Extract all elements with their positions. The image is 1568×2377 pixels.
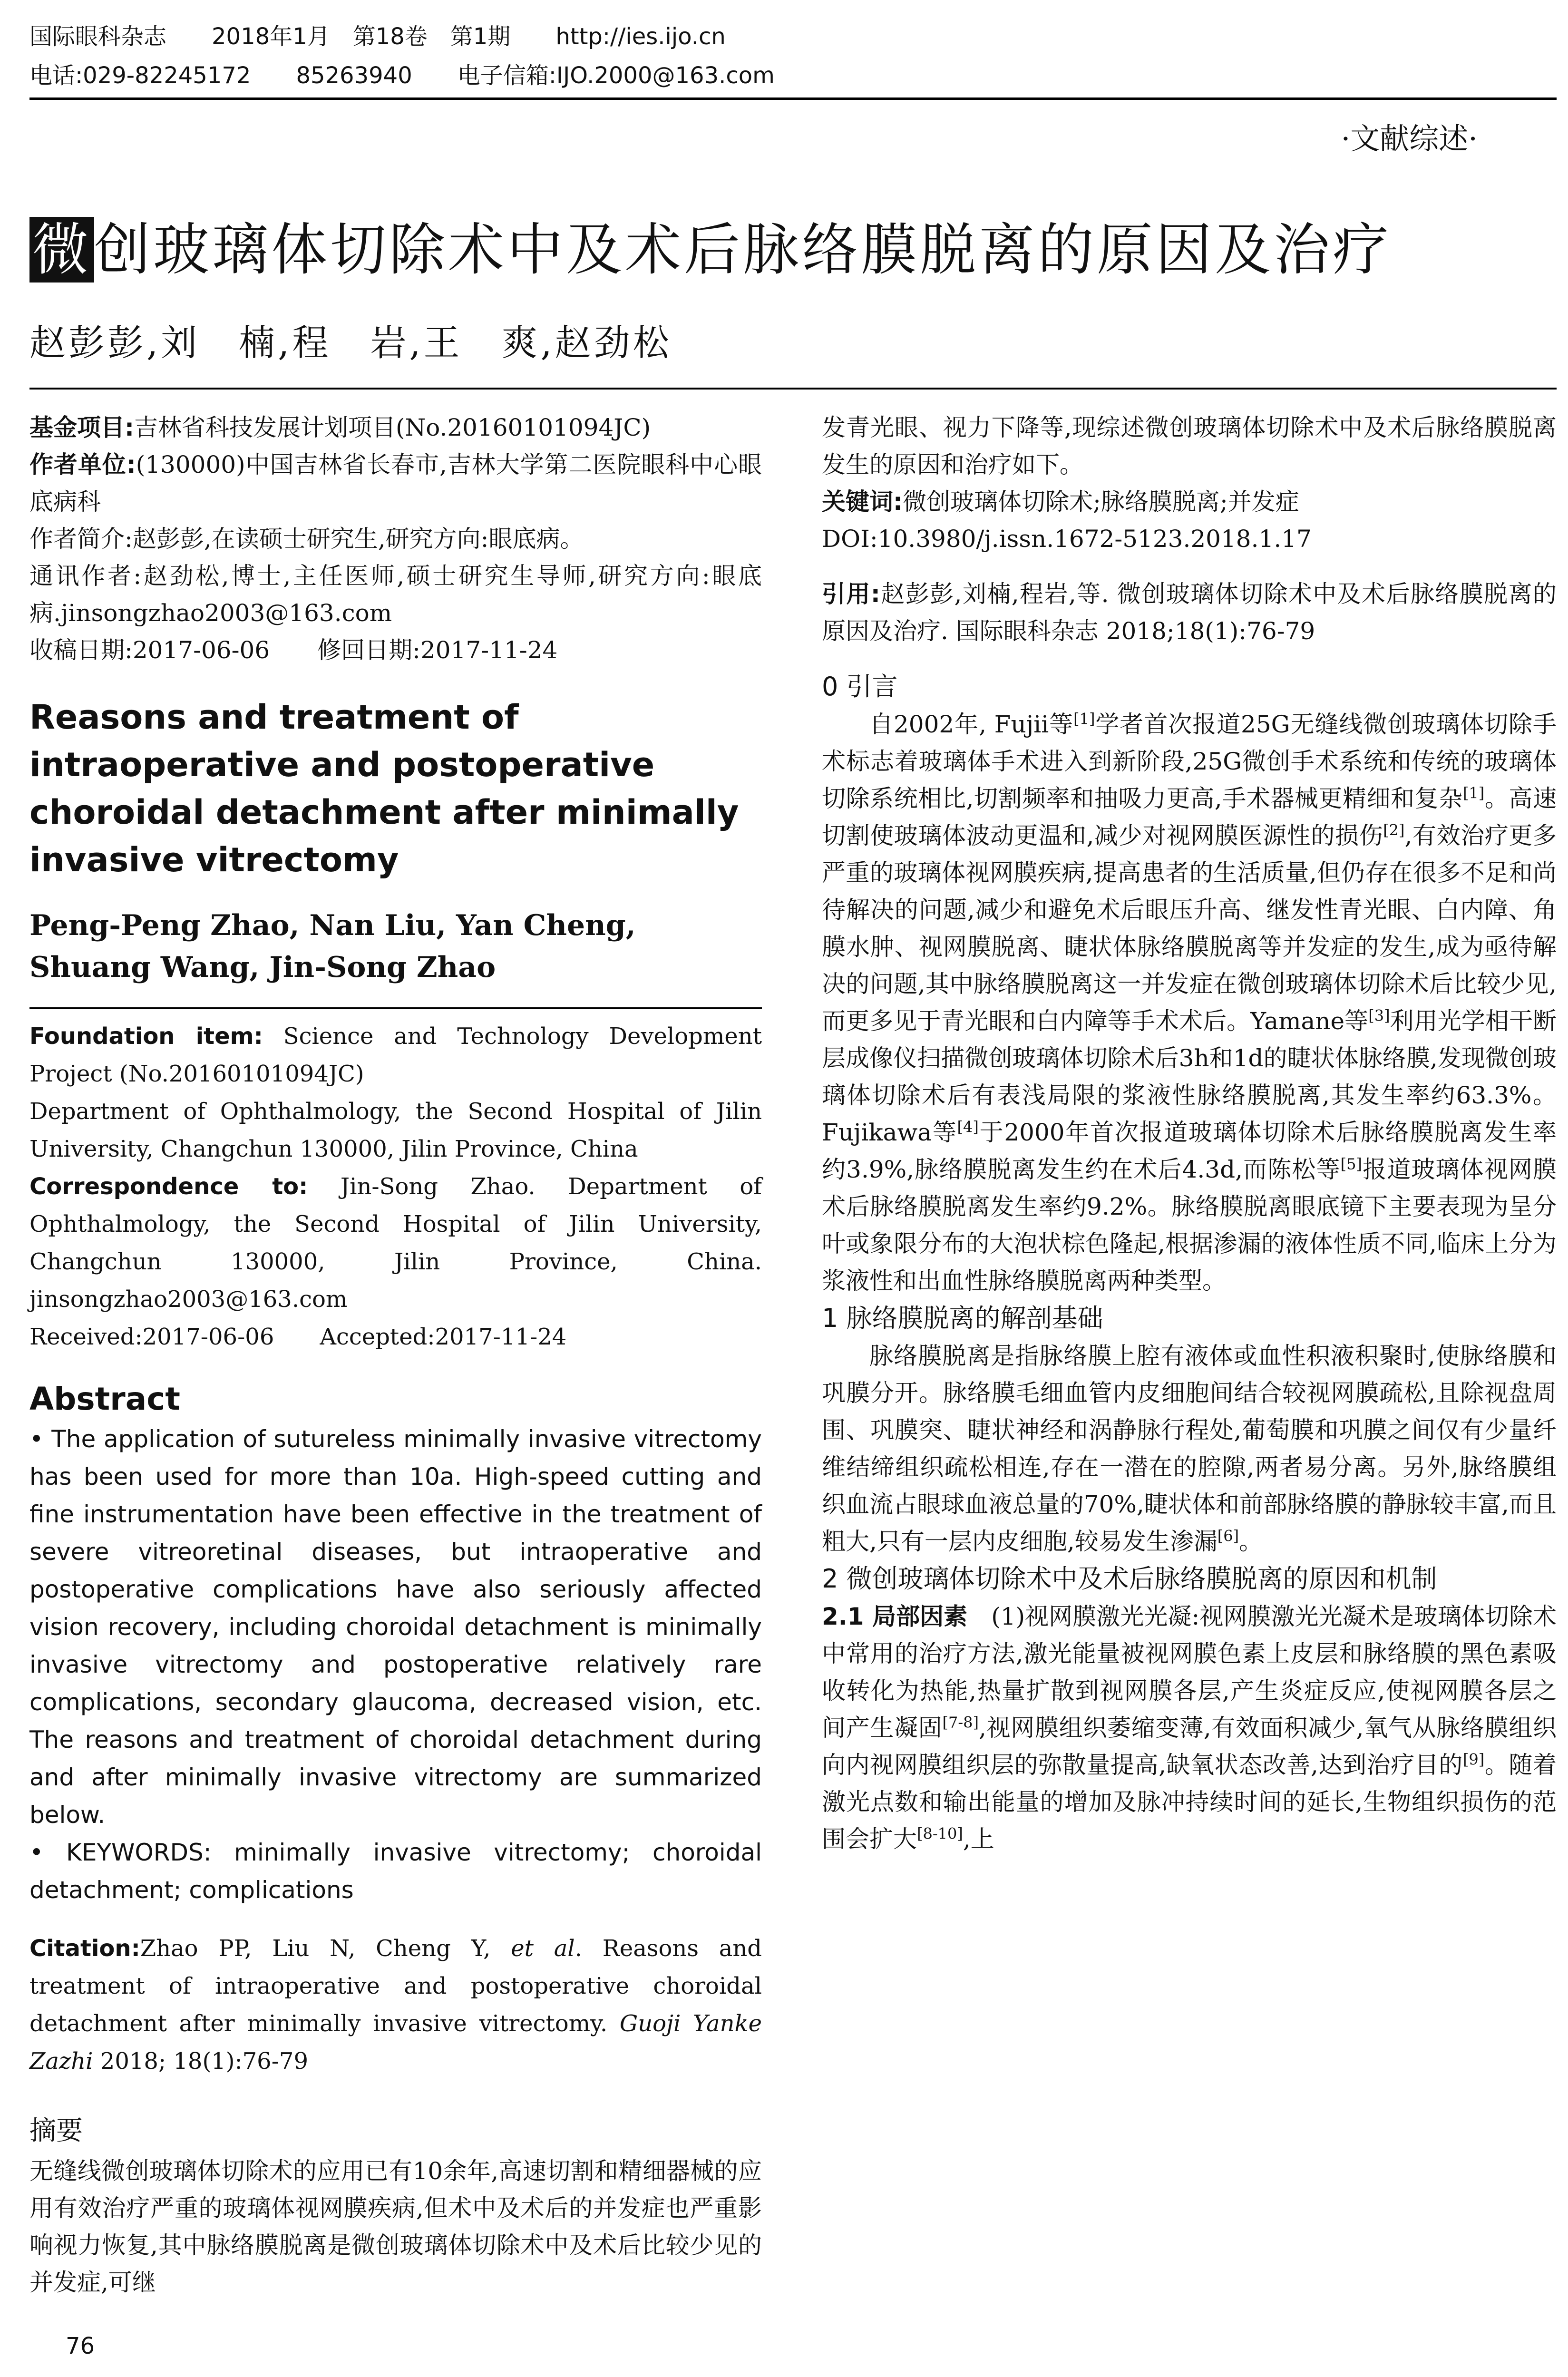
corr-line: 通讯作者:赵劲松,博士,主任医师,硕士研究生导师,研究方向:眼底病.jinsongzhao2003@163.com	[29, 562, 762, 627]
abstract-heading: Abstract	[29, 1381, 180, 1417]
email: 电子信箱:IJO.2000@163.com	[457, 62, 775, 89]
intro-paragraph: 自2002年, Fujii等[1]学者首次报道25G无缝线微创玻璃体切除手术标志着玻璃体手术进入到新阶段,25G微创手术系统和传统的玻璃体切除系统相比,切割频率和抽吸力更高,手术器械更精细和复杂[1]。高速切割使玻璃体波动更温和,减少对视网膜医源性的损伤[2],有效治疗更多严重的玻璃体视网膜疾病,提高患者的生活质量,但仍存在很多不足和尚待解决的问题,减少和避免术后眼压升高、继发性青光眼、白内障、角膜水肿、视网膜脱离、睫状体脉络膜脱离等并发症的发生,成为亟待解决的问题,其中脉络膜脱离这一并发症在微创玻璃体切除术后比较少见,而更多见于青光眼和白内障等手术术后。Yamane等[3]利用光学相干断层成像仪扫描微创玻璃体切除术后3h和1d的睫状体脉络膜,发现微创玻璃体切除术后有表浅局限的浆液性脉络膜脱离,其发生率约63.3%。Fujikawa等[4]于2000年首次报道玻璃体切除术后脉络膜脱离发生率约3.9%,脉络膜脱离发生约在术后4.3d,而陈松等[5]报道玻璃体视网膜术后脉络膜脱离发生率约9.2%。脉络膜脱离眼底镜下主要表现为呈分叶或象限分布的大泡状棕色隆起,根据渗漏的液体性质不同,临床上分为浆液性和出血性脉络膜脱离两种类型。	[822, 710, 1557, 1295]
fund-line: 基金项目:吉林省科技发展计划项目(No.20160101094JC)	[29, 414, 651, 441]
right-column	[822, 409, 1557, 1858]
phone: 电话:029-82245172	[29, 62, 251, 89]
header-rule	[29, 97, 1557, 100]
ref-marker: [6]	[1217, 1527, 1239, 1545]
english-title: Reasons and treatment of intraoperative and postoperative choroidal detachment after minimally invasive vitrectomy	[29, 698, 739, 879]
article-category: ·文献综述·	[1341, 121, 1478, 156]
ref-marker: [4]	[957, 1118, 979, 1136]
title-rule	[29, 388, 1557, 390]
running-header-line2	[29, 62, 820, 89]
running-header-line1	[29, 23, 771, 50]
local-factors-paragraph: 2.1 局部因素 (1)视网膜激光光凝:视网膜激光光凝术是玻璃体切除术中常用的治疗方法,激光能量被视网膜色素上皮层和脉络膜的黑色素吸收转化为热能,热量扩散到视网膜各层,产生炎症反应,使视网膜各层之间产生凝固[7-8],视网膜组织萎缩变薄,有效面积减少,氧气从脉络膜组织向内视网膜组织层的弥散量提高,缺氧状态改善,达到治疗目的[9]。随着激光点数和输出能量的增加及脉冲持续时间的延长,生物组织损伤的范围会扩大[8-10],上	[822, 1603, 1557, 1853]
ref-marker: [3]	[1368, 1006, 1390, 1025]
department: Department of Ophthalmology, the Second Hospital of Jilin University, Changchun 130000, Jilin Province, China	[29, 1098, 762, 1162]
author-list: 赵彭彭,刘 楠,程 岩,王 爽,赵劲松	[29, 321, 672, 364]
english-authors: Peng-Peng Zhao, Nan Liu, Yan Cheng, Shuang Wang, Jin-Song Zhao	[29, 909, 636, 984]
dates-line: 收稿日期:2017-06-06 修回日期:2017-11-24	[29, 636, 558, 664]
section-2-heading: 2 微创玻璃体切除术中及术后脉络膜脱离的原因和机制	[822, 1564, 1437, 1594]
bio-line: 作者简介:赵彭彭,在读硕士研究生,研究方向:眼底病。	[29, 525, 584, 553]
page-number: 76	[66, 2333, 95, 2359]
ref-marker: [2]	[1383, 821, 1405, 839]
ref-marker: [5]	[1340, 1155, 1362, 1173]
journal-url: http://ies.ijo.cn	[555, 23, 726, 50]
chinese-abstract: 无缝线微创玻璃体切除术的应用已有10余年,高速切割和精细器械的应用有效治疗严重的玻璃体视网膜疾病,但术中及术后的并发症也严重影响视力恢复,其中脉络膜脱离是微创玻璃体切除术中及术后比较少见的并发症,可继	[29, 2157, 762, 2296]
unit-line: 作者单位:(130000)中国吉林省长春市,吉林大学第二医院眼科中心眼底病科	[29, 451, 762, 516]
english-meta-rule	[29, 1007, 762, 1009]
left-column	[29, 409, 762, 2301]
ref-marker: [1]	[1462, 784, 1485, 802]
ref-marker: [1]	[1073, 710, 1095, 728]
received-accepted: Received:2017-06-06 Accepted:2017-11-24	[29, 1324, 567, 1350]
anatomy-paragraph: 脉络膜脱离是指脉络膜上腔有液体或血性积液积聚时,使脉络膜和巩膜分开。脉络膜毛细血管内皮细胞间结合较视网膜疏松,且除视盘周围、巩膜突、睫状神经和涡静脉行程处,葡萄膜和巩膜之间仅有少量纤维结缔组织疏松相连,存在一潜在的腔隙,两者易分离。另外,脉络膜组织血流占眼球血液总量的70%,睫状体和前部脉络膜的静脉较丰富,而且粗大,只有一层内皮细胞,较易发生渗漏[6]。	[822, 1342, 1557, 1555]
issue-info: 2018年1月 第18卷 第1期	[212, 23, 511, 50]
chinese-abstract-cont: 发青光眼、视力下降等,现综述微创玻璃体切除术中及术后脉络膜脱离发生的原因和治疗如下。	[822, 414, 1557, 478]
abstract-text: • The application of sutureless minimally invasive vitrectomy has been used for more than 10a. High-speed cutting and fine instrumentation have been effective in the treatment of severe vitreoretinal diseases, but intraoperative and postoperative complications have also seriously affected vision recovery, including choroidal detachment is minimally invasive vitrectomy and postoperative relatively rare complications, secondary glaucoma, decreased vision, etc. The reasons and treatment of choroidal detachment during and after minimally invasive vitrectomy are summarized below.	[29, 1425, 762, 1829]
foundation-item: Foundation item: Science and Technology Development Project (No.20160101094JC)	[29, 1023, 762, 1087]
phone2: 85263940	[296, 62, 412, 89]
citation-english: Citation:Zhao PP, Liu N, Cheng Y, et al. Reasons and treatment of intraoperative and postoperative choroidal detachment after minimally invasive vitrectomy. Guoji Yanke Zazhi 2018; 18(1):76-79	[29, 1935, 762, 2075]
chinese-abstract-heading: 摘要	[29, 2115, 83, 2146]
keywords-english: • KEYWORDS: minimally invasive vitrectomy; choroidal detachment; complications	[29, 1839, 762, 1904]
title-initial: 微	[29, 217, 94, 283]
section-0-heading: 0 引言	[822, 672, 898, 701]
doi: DOI:10.3980/j.issn.1672-5123.2018.1.17	[822, 525, 1312, 553]
section-2-1-heading: 2.1 局部因素	[822, 1603, 968, 1630]
ref-marker: [8-10]	[917, 1824, 963, 1843]
section-1-heading: 1 脉络膜脱离的解剖基础	[822, 1303, 1103, 1333]
keywords-chinese: 关键词:微创玻璃体切除术;脉络膜脱离;并发症	[822, 488, 1299, 516]
article-title	[29, 205, 1392, 285]
correspondence: Correspondence to: Jin-Song Zhao. Department of Ophthalmology, the Second Hospital of Jilin University, Changchun 130000, Jilin Province, China. jinsongzhao2003@163.com	[29, 1173, 762, 1313]
journal-name: 国际眼科杂志	[29, 23, 167, 50]
citation-chinese: 引用:赵彭彭,刘楠,程岩,等. 微创玻璃体切除术中及术后脉络膜脱离的原因及治疗. 国际眼科杂志 2018;18(1):76-79	[822, 580, 1557, 645]
title-rest: 创玻璃体切除术中及术后脉络膜脱离的原因及治疗	[94, 217, 1392, 283]
ref-marker: [7-8]	[942, 1713, 979, 1732]
ref-marker: [9]	[1462, 1750, 1485, 1769]
